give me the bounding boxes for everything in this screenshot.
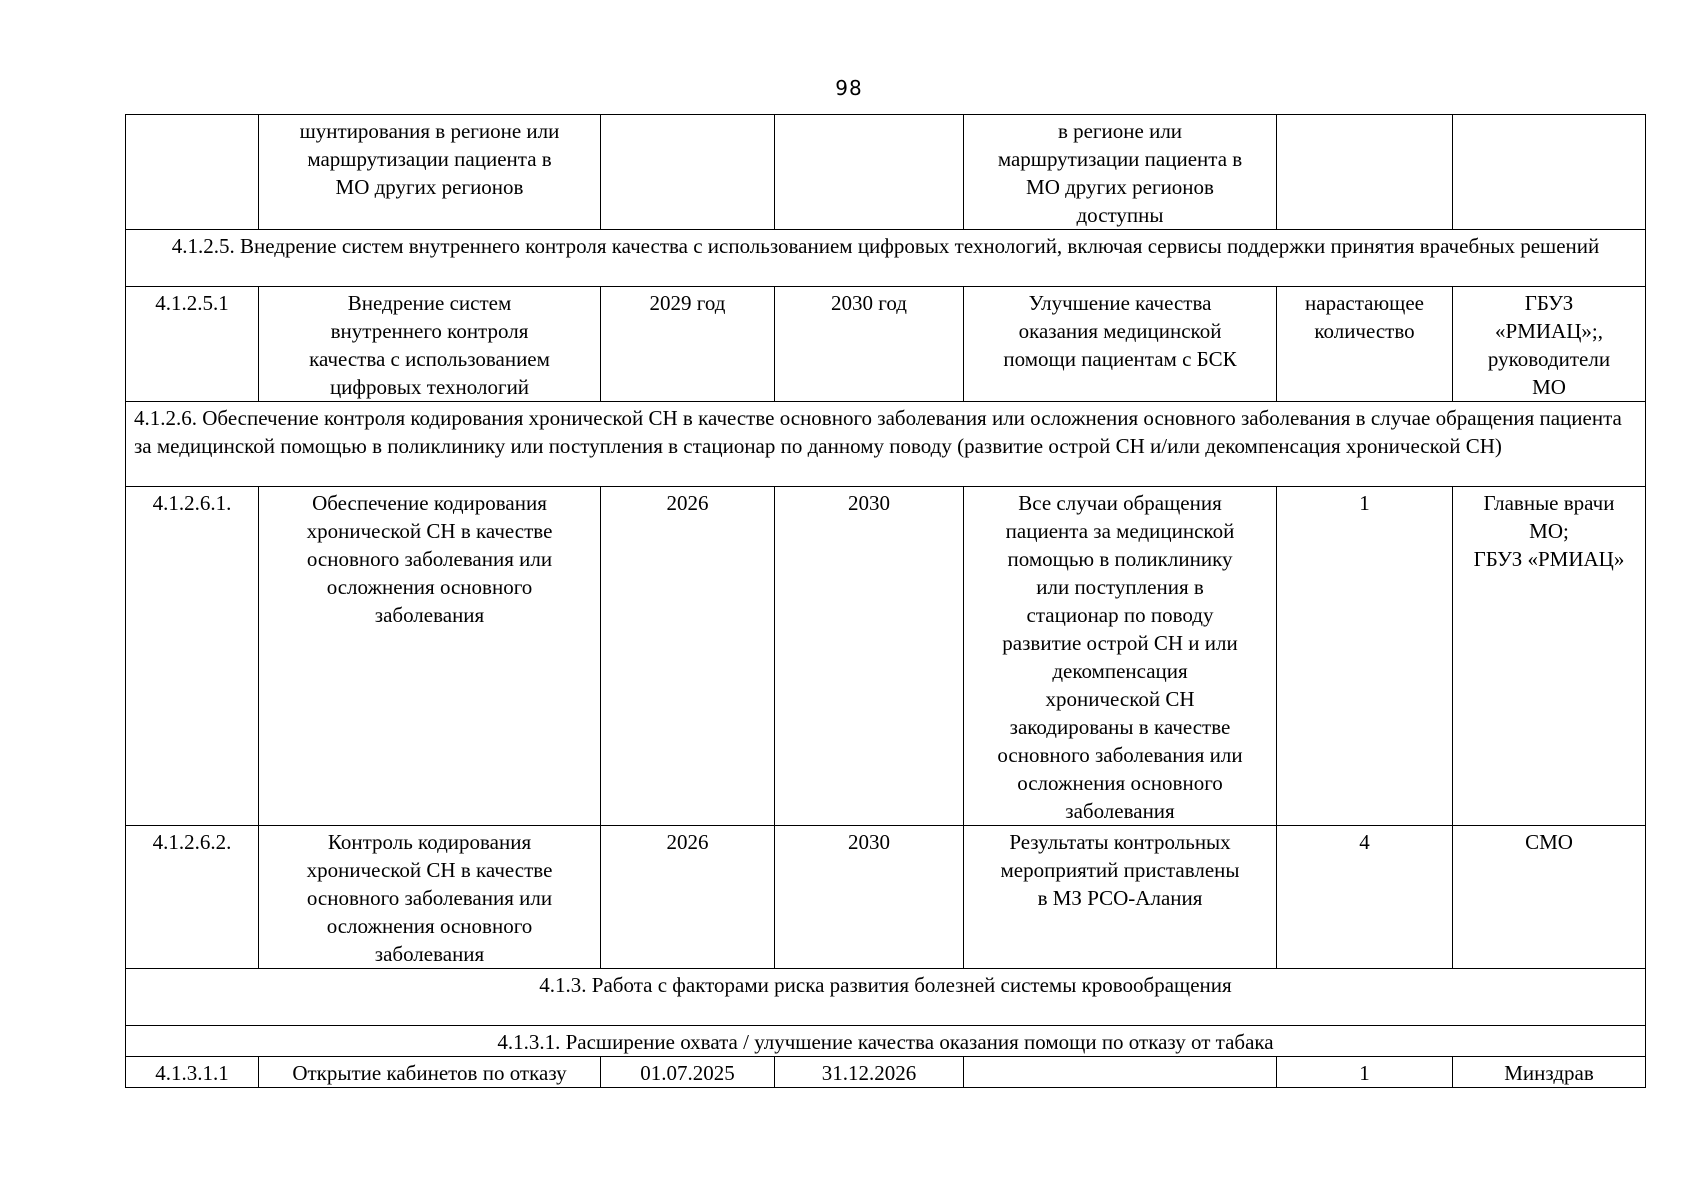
cell-responsible: Главные врачи МО; ГБУЗ «РМИАЦ» bbox=[1453, 487, 1646, 826]
cell-start: 2026 bbox=[601, 487, 775, 826]
cell-end: 2030 год bbox=[775, 287, 964, 402]
cell-num bbox=[126, 115, 259, 230]
cell-start: 01.07.2025 bbox=[601, 1057, 775, 1088]
table-row bbox=[126, 1057, 1646, 1088]
table-row bbox=[126, 115, 1646, 230]
cell-indicator: 1 bbox=[1277, 487, 1453, 826]
cell-num: 4.1.2.5.1 bbox=[126, 287, 259, 402]
section-title: 4.1.3.1. Расширение охвата / улучшение качества оказания помощи по отказу от табака bbox=[126, 1026, 1646, 1057]
section-title: 4.1.2.6. Обеспечение контроля кодирования хронической СН в качестве основного заболевания или осложнения основного заболевания в случае обращения пациента за медицинской помощью в поликлинику или поступления в стационар по данному поводу (развитие острой СН и/или декомпенсация хронической СН) bbox=[126, 402, 1646, 487]
cell-indicator: нарастающее количество bbox=[1277, 287, 1453, 402]
cell-result: Все случаи обращения пациента за медицинской помощью в поликлинику или поступления в стационар по поводу развитие острой СН и или декомпенсация хронической СН закодированы в качестве основного заболевания или осложнения основного заболевания bbox=[964, 487, 1277, 826]
cell-responsible: СМО bbox=[1453, 826, 1646, 969]
cell-indicator: 4 bbox=[1277, 826, 1453, 969]
cell-end: 2030 bbox=[775, 826, 964, 969]
cell-name: Контроль кодирования хронической СН в качестве основного заболевания или осложнения основного заболевания bbox=[259, 826, 601, 969]
section-header-row bbox=[126, 402, 1646, 487]
cell-num: 4.1.2.6.2. bbox=[126, 826, 259, 969]
cell-name: шунтирования в регионе или маршрутизации пациента в МО других регионов bbox=[259, 115, 601, 230]
cell-name: Внедрение систем внутреннего контроля качества с использованием цифровых технологий bbox=[259, 287, 601, 402]
cell-responsible: Минздрав bbox=[1453, 1057, 1646, 1088]
cell-num: 4.1.2.6.1. bbox=[126, 487, 259, 826]
cell-start bbox=[601, 115, 775, 230]
measures-table bbox=[125, 114, 1646, 1088]
cell-indicator: 1 bbox=[1277, 1057, 1453, 1088]
cell-result: в регионе или маршрутизации пациента в МО других регионов доступны bbox=[964, 115, 1277, 230]
cell-result: Улучшение качества оказания медицинской помощи пациентам с БСК bbox=[964, 287, 1277, 402]
section-header-row bbox=[126, 230, 1646, 287]
cell-name: Обеспечение кодирования хронической СН в качестве основного заболевания или осложнения основного заболевания bbox=[259, 487, 601, 826]
cell-num: 4.1.3.1.1 bbox=[126, 1057, 259, 1088]
table-row bbox=[126, 487, 1646, 826]
cell-end bbox=[775, 115, 964, 230]
section-title: 4.1.2.5. Внедрение систем внутреннего контроля качества с использованием цифровых технологий, включая сервисы поддержки принятия врачебных решений bbox=[126, 230, 1646, 287]
section-header-row bbox=[126, 969, 1646, 1026]
cell-start: 2026 bbox=[601, 826, 775, 969]
cell-end: 31.12.2026 bbox=[775, 1057, 964, 1088]
section-title: 4.1.3. Работа с факторами риска развития болезней системы кровообращения bbox=[126, 969, 1646, 1026]
cell-result bbox=[964, 1057, 1277, 1088]
table-row bbox=[126, 826, 1646, 969]
cell-indicator bbox=[1277, 115, 1453, 230]
cell-start: 2029 год bbox=[601, 287, 775, 402]
cell-responsible: ГБУЗ «РМИАЦ»;, руководители МО bbox=[1453, 287, 1646, 402]
page-number: 98 bbox=[835, 76, 863, 100]
cell-result: Результаты контрольных мероприятий приставлены в МЗ РСО-Алания bbox=[964, 826, 1277, 969]
cell-name: Открытие кабинетов по отказу bbox=[259, 1057, 601, 1088]
section-header-row bbox=[126, 1026, 1646, 1057]
cell-responsible bbox=[1453, 115, 1646, 230]
table-row bbox=[126, 287, 1646, 402]
cell-end: 2030 bbox=[775, 487, 964, 826]
